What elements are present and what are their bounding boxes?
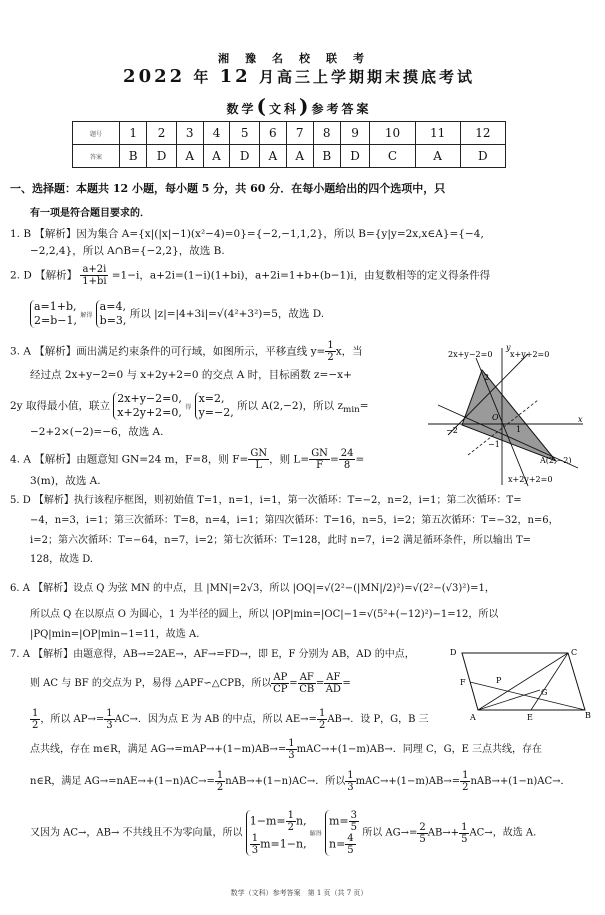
frac-den: CP xyxy=(273,684,288,695)
eq: x+2y+2=0, xyxy=(117,406,182,419)
eq: x=2, xyxy=(198,392,225,405)
frac-den: 2 xyxy=(318,720,326,731)
exam-title-rest: 月高三上学期期末摸底考试 xyxy=(258,68,475,86)
label-1: 1 xyxy=(516,425,522,434)
q7-frac xyxy=(104,708,114,731)
table-cell: 9 xyxy=(340,122,369,145)
q7-eq: = xyxy=(315,678,325,689)
q1-line2: −2,2,4}，所以 A∩B={−2,2}，故选 B. xyxy=(30,245,225,257)
track: 文科 xyxy=(268,102,299,116)
q7-text: mAC→+(1−m)AB→．同理 C，G，E 三点共线，存在 xyxy=(296,744,543,755)
q2-text: =1−i，a+2i=(1−i)(1+bi)，a+2i=1+b+(b−1)i，由复数相等的定义得条件得 xyxy=(111,269,491,282)
q3-mid: 得 xyxy=(185,404,192,411)
q7-frac xyxy=(271,672,289,695)
q4-text: 4. A 【解析】由题意知 GN=24 m，F=8，则 F= xyxy=(10,453,249,466)
q7-frac xyxy=(30,708,40,731)
frac-num: 1 xyxy=(318,708,326,719)
table-cell: D xyxy=(230,145,259,168)
q2-result: 所以 |z|=|4+3i|= xyxy=(129,308,217,320)
paren-close: ) xyxy=(299,94,312,118)
q5-line4: 128，故选 D. xyxy=(30,554,94,565)
q7-text: AC→．因为点 E 为 AB 的中点，所以 AE→= xyxy=(114,714,317,725)
eq: b=3, xyxy=(99,314,127,327)
table-cell: 5 xyxy=(230,122,259,145)
label-m2: −2 xyxy=(446,426,458,435)
q7-frac xyxy=(460,770,470,793)
frac-num: 24 xyxy=(340,448,354,459)
label-line3: x+2y+2=0 xyxy=(508,475,553,484)
frac-num: 1 xyxy=(287,810,294,821)
diag-AC xyxy=(478,653,568,710)
frac-den: 5 xyxy=(461,833,468,845)
q7-text: 所以 AG→= xyxy=(362,827,418,839)
frac-num: 1 xyxy=(251,833,259,844)
q7-frac xyxy=(286,738,296,761)
frac-den: 3 xyxy=(106,720,113,731)
eq: 2=b−1, xyxy=(34,314,77,327)
q2-fraction xyxy=(80,264,108,287)
table-cell: A xyxy=(259,145,286,168)
q3-line4: −2+2×(−2)=−6，故选 A. xyxy=(30,426,164,438)
label-P: P xyxy=(496,676,502,685)
label-line2: x+y+2=0 xyxy=(510,350,550,359)
eq: m=1−n, xyxy=(260,837,307,851)
exam-title xyxy=(0,66,598,87)
frac-num: 1 xyxy=(32,708,39,719)
q6-line3: |PQ|min=|OP|min−1=11，故选 A. xyxy=(30,629,200,640)
table-cell: 1 xyxy=(120,122,147,145)
frac-den: CB xyxy=(299,684,315,695)
label-m1: −1 xyxy=(488,440,500,449)
section-title-cont: 有一项是符合题目要求的． xyxy=(30,208,150,219)
q5-line2: −4，n=3，i=1；第三次循环：T=8，n=4，i=1；第四次循环：T=16，n=5，i=2；第五次循环：T=−32，n=6， xyxy=(30,515,559,526)
table-cell: A xyxy=(176,145,203,168)
q7-mid: 解得 xyxy=(309,830,322,838)
q2-lead: 2. D 【解析】 xyxy=(10,269,78,282)
q7-frac xyxy=(317,708,327,731)
table-cell: D xyxy=(147,145,176,168)
q7-text: nAB→+(1−n)AC→． xyxy=(470,776,571,787)
q6-line2: 所以点 Q 在以原点 O 为圆心，1 为半径的圆上，所以 |OP|min=|OC|−1=√(5²+(−12)²)−1=12，所以 xyxy=(30,609,499,620)
subject: 数学 xyxy=(226,102,257,116)
frac-den: 8 xyxy=(343,460,351,471)
line-AG xyxy=(478,690,540,710)
table-cell: 2 xyxy=(147,122,176,145)
q7-frac xyxy=(345,770,355,793)
label-A: A xyxy=(470,713,476,722)
q7-eq: = xyxy=(342,678,351,689)
frac-num: GN xyxy=(311,448,328,459)
frac-num: 1 xyxy=(106,708,113,719)
q2-system-2 xyxy=(96,300,127,328)
q3-text-b: x，当 xyxy=(335,345,363,358)
q3-text-d: 所以 A(2,−2)，所以 z xyxy=(237,400,344,412)
q6-line1: 6. A 【解析】设点 Q 为弦 MN 的中点，且 |MN|=2√3，所以 |OQ|=√(2²−(|MN|/2)²)=√(2²−(√3)²)=1， xyxy=(10,583,495,594)
frac-num: 4 xyxy=(347,833,354,844)
q7-line2 xyxy=(30,672,430,695)
label-line1: 2x+y−2=0 xyxy=(448,350,493,359)
q7-text: 则 AC 与 BF 的交点为 P，易得 △APF∽△CPB，所以 xyxy=(30,678,272,689)
q7-text: nAB→+(1−n)AC→．所以 xyxy=(225,776,346,787)
q4-eq: = xyxy=(329,453,339,466)
q3-fraction xyxy=(325,340,335,363)
q7-text: AC→，故选 A. xyxy=(469,827,537,839)
q2-answer: =5，故选 D. xyxy=(262,308,325,320)
q3-sub: min xyxy=(343,405,360,416)
q3-line2: 经过点 2x+y−2=0 与 x+2y+2=0 的交点 A 时，目标函数 z=−x+ xyxy=(30,369,352,381)
q2-frac-num: a+2i xyxy=(82,264,107,275)
q7-frac xyxy=(345,833,355,856)
table-cell: C xyxy=(370,145,415,168)
label-G: G xyxy=(541,688,548,697)
exam-series-title: 湘豫名校联考 xyxy=(218,52,380,65)
q3-text: 3. A 【解析】画出满足约束条件的可行域，如图所示，平移直线 y= xyxy=(10,345,326,358)
label-B: B xyxy=(585,711,591,720)
q1-line1: 1. B 【解析】因为集合 A={x|(|x|−1)(x²−4)=0}={−2,−1,1,2}，所以 B={y|y=2x,x∈A}={−4, xyxy=(10,228,484,240)
frac-num: 1 xyxy=(216,770,224,781)
frac-num: GN xyxy=(250,448,268,459)
q3-system-1 xyxy=(113,392,182,420)
q3-frac-num: 1 xyxy=(327,340,334,351)
q7-frac xyxy=(215,770,225,793)
q7-text: 点共线，存在 m∈R，满足 AG→=mAP→+(1−m)AB→= xyxy=(30,744,287,755)
q4-frac1 xyxy=(248,448,269,471)
q7-frac xyxy=(286,810,296,833)
eq: a=4, xyxy=(99,300,126,313)
answer-table xyxy=(72,121,506,168)
q2-frac-den: 1+bi xyxy=(82,276,107,287)
exam-month: 12 xyxy=(219,66,251,87)
eq: 2x+y−2=0, xyxy=(117,392,182,405)
frac-den: 5 xyxy=(350,822,358,833)
q7-figure xyxy=(440,645,590,725)
label-E: E xyxy=(527,713,533,722)
answer-table-number-row xyxy=(73,122,506,145)
frac-num: 1 xyxy=(462,770,469,781)
table-cell: 12 xyxy=(460,122,505,145)
table-cell: 6 xyxy=(259,122,286,145)
q7-frac xyxy=(417,822,427,845)
frac-den: AD xyxy=(325,684,341,695)
q7-eq: = xyxy=(289,678,298,689)
q7-frac xyxy=(459,822,469,845)
q7-text: AB→+ xyxy=(427,827,460,839)
q7-frac xyxy=(324,672,342,695)
paren-open: ( xyxy=(256,94,269,118)
label-F: F xyxy=(460,678,466,687)
eq: a=1+b, xyxy=(34,300,77,313)
table-cell: A xyxy=(415,145,460,168)
q2-line1 xyxy=(10,264,585,287)
q7-line4 xyxy=(30,738,605,761)
q3-system-2 xyxy=(195,392,234,420)
frac-num: AF xyxy=(326,672,341,683)
q2-mid: 解得 xyxy=(80,312,93,319)
exam-year: 2022 xyxy=(123,66,186,87)
q7-frac xyxy=(349,810,359,833)
eq: n= xyxy=(328,837,346,851)
section-title: 一、选择题：本题共 12 小题，每小题 5 分，共 60 分．在每小题给出的四个选项中，只 xyxy=(10,182,446,195)
answer-table-answer-row xyxy=(73,145,506,168)
q7-text: n∈R，满足 AG→=nAE→+(1−n)AC→= xyxy=(30,776,215,787)
frac-den: 5 xyxy=(419,833,426,845)
q7-text: mAC→+(1−m)AB→= xyxy=(355,776,461,787)
q7-line1: 7. A 【解析】由题意得，AB→=2AE→，AF→=FD→，即 E，F 分别为 AB，AD 的中点， xyxy=(10,649,415,660)
doc-subtitle xyxy=(0,94,598,118)
doc-type: 参考答案 xyxy=(311,102,372,116)
q7-system-2 xyxy=(325,810,359,856)
label-2: 2 xyxy=(484,373,490,382)
q4-text-b: ，则 L= xyxy=(269,453,310,466)
table-cell: 4 xyxy=(203,122,230,145)
table-cell: A xyxy=(203,145,230,168)
frac-den: 3 xyxy=(251,845,259,856)
frac-den: 2 xyxy=(32,720,39,731)
q2-line2 xyxy=(30,300,605,328)
q5-line1: 5. D 【解析】执行该程序框图，则初始值 T=1，n=1，i=1，第一次循环：T=−2，n=2，i=1；第二次循环：T= xyxy=(10,495,522,506)
frac-num: 1 xyxy=(461,821,468,833)
q7-frac xyxy=(250,833,260,856)
q4-frac3 xyxy=(339,448,356,471)
label-point-A: A(2,−2) xyxy=(540,456,572,465)
table-cell: 8 xyxy=(313,122,340,145)
row-label-answer: 答案 xyxy=(73,145,120,168)
q7-line6 xyxy=(30,810,605,856)
q3-text-e: = xyxy=(359,400,369,412)
q2-system-1 xyxy=(30,300,77,328)
frac-den: F xyxy=(316,460,324,471)
frac-num: AF xyxy=(299,672,314,683)
label-C: C xyxy=(571,648,578,657)
frac-den: L xyxy=(255,460,263,471)
frac-den: 5 xyxy=(347,845,354,856)
q3-frac-den: 2 xyxy=(327,352,334,363)
q7-frac xyxy=(298,672,316,695)
q4-eq2: = xyxy=(355,453,365,466)
frac-num: 3 xyxy=(350,810,358,821)
table-cell: 11 xyxy=(415,122,460,145)
q5-line3: i=2；第六次循环：T=−64，n=7，i=2；第七次循环：T=128，此时 n=7，i=2 满足循环条件，所以输出 T= xyxy=(30,535,532,546)
row-label-number: 题号 xyxy=(73,122,120,145)
frac-den: 2 xyxy=(216,782,224,793)
q4-frac2 xyxy=(309,448,330,471)
eq: 1−m= xyxy=(249,814,286,828)
label-x: x xyxy=(578,415,583,424)
exam-year-suffix: 年 xyxy=(193,68,212,86)
table-cell: B xyxy=(313,145,340,168)
q7-line5 xyxy=(30,770,605,793)
q2-sqrt: √(4²+3²) xyxy=(216,308,263,320)
frac-den: 2 xyxy=(462,782,469,793)
frac-num: AP xyxy=(273,672,288,683)
q3-line1 xyxy=(10,340,430,363)
table-cell: D xyxy=(460,145,505,168)
q7-text: AB→．设 P，G，B 三 xyxy=(327,714,429,725)
frac-num: 1 xyxy=(347,770,354,781)
q7-system-1 xyxy=(246,810,307,856)
q3-text-c: 2y 取得最小值，联立 xyxy=(10,400,110,412)
table-cell: A xyxy=(286,145,313,168)
frac-den: 3 xyxy=(347,782,354,793)
q7-text: ，所以 AP→= xyxy=(40,714,105,725)
eq: m= xyxy=(328,814,349,828)
q7-text: 又因为 AC→，AB→ 不共线且不为零向量，所以 xyxy=(30,827,243,839)
frac-den: 3 xyxy=(288,750,295,761)
line-FB xyxy=(470,682,585,710)
eq: n, xyxy=(296,814,307,828)
eq: y=−2, xyxy=(198,406,234,419)
table-cell: D xyxy=(340,145,369,168)
frac-num: 2 xyxy=(419,821,426,833)
table-cell: 7 xyxy=(286,122,313,145)
page-footer: 数学（文科）参考答案 第 1 页（共 7 页） xyxy=(230,889,368,897)
table-cell: B xyxy=(120,145,147,168)
table-cell: 3 xyxy=(176,122,203,145)
frac-den: 2 xyxy=(287,822,294,833)
frac-num: 1 xyxy=(288,738,295,749)
label-D: D xyxy=(450,648,457,657)
q4-line2: 3(m)，故选 A. xyxy=(30,475,101,487)
label-y: y xyxy=(506,343,511,352)
label-origin: O xyxy=(492,413,499,422)
table-cell: 10 xyxy=(370,122,415,145)
q4-line1 xyxy=(10,448,585,471)
